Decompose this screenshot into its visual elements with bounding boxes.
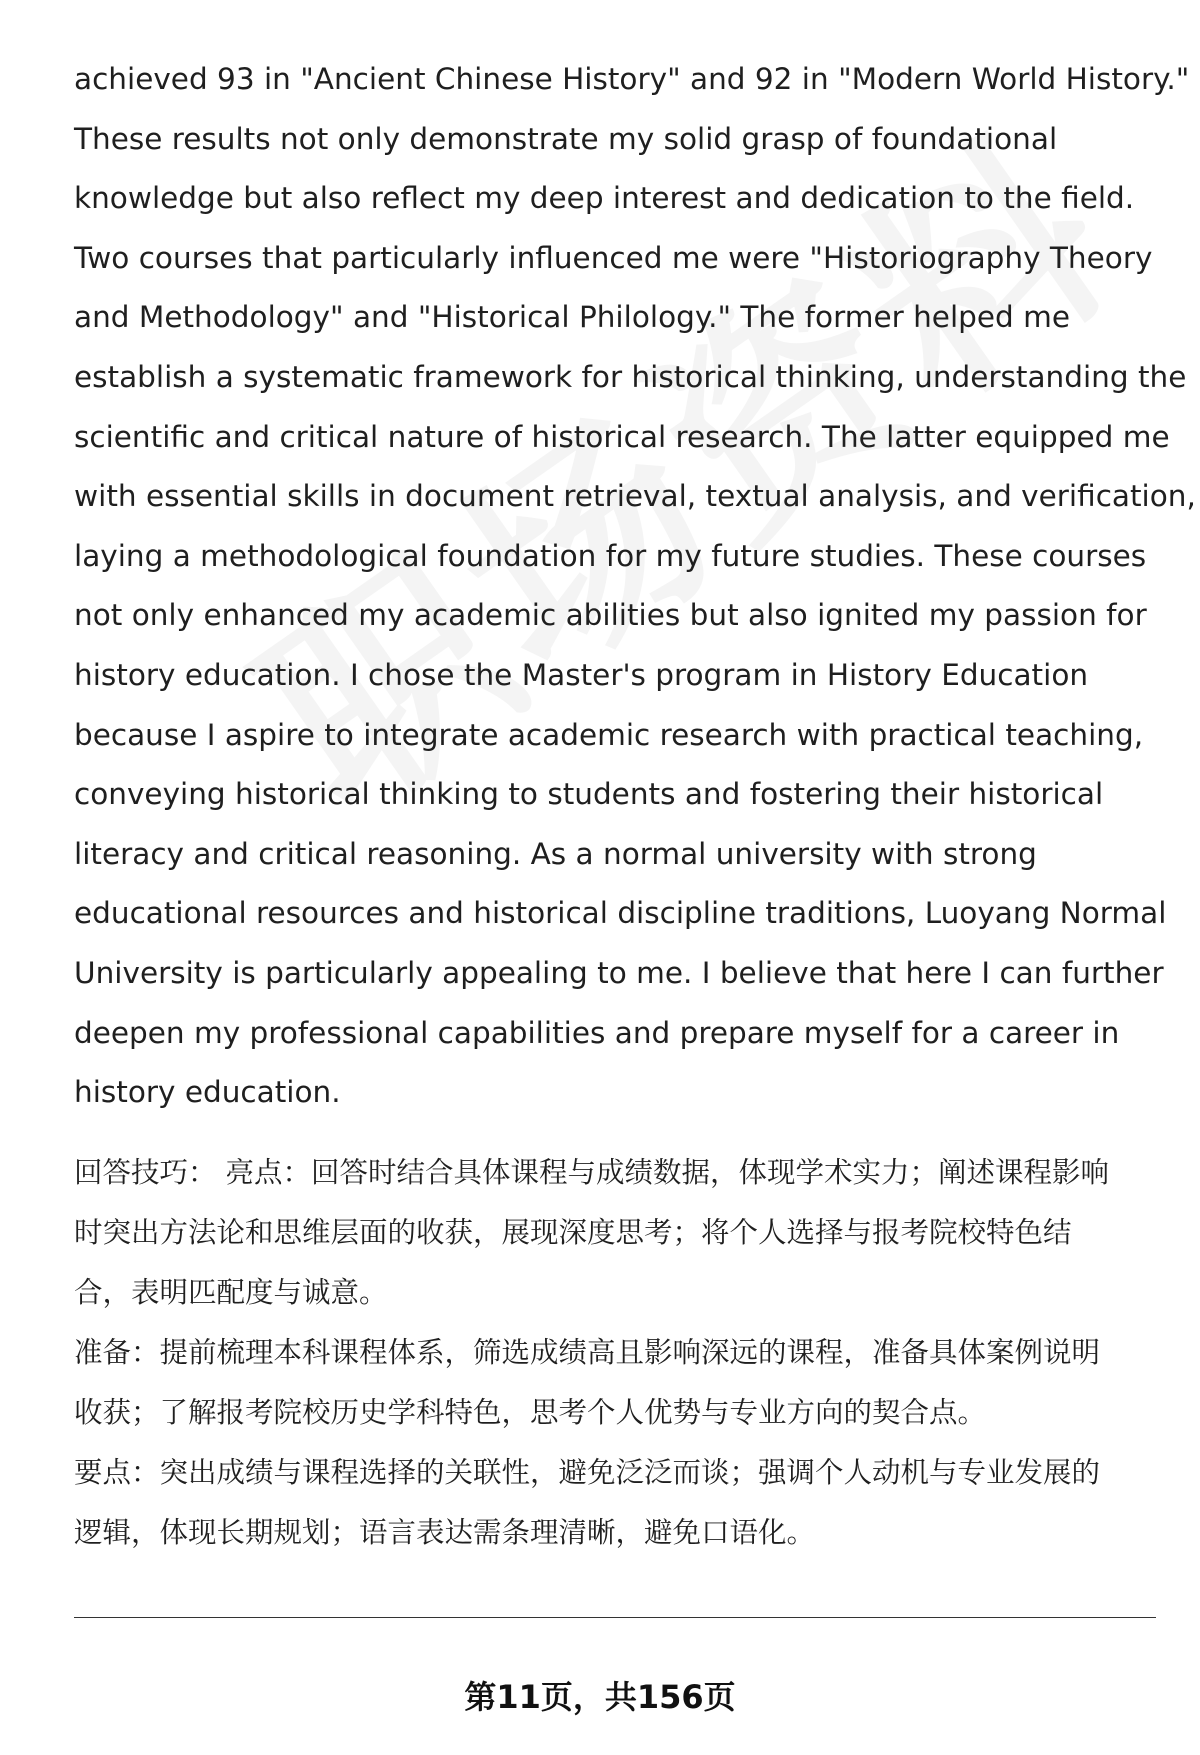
answer-tips-section [74, 1143, 1164, 1563]
paragraph-line: establish a systematic framework for historical thinking, understanding the [74, 359, 1187, 394]
paragraph-line: literacy and critical reasoning. As a normal university with strong [74, 836, 1037, 871]
paragraph-line: laying a methodological foundation for my future studies. These courses [74, 538, 1147, 573]
tips-line: 合，表明匹配度与诚意。 [74, 1276, 388, 1309]
paragraph-line: deepen my professional capabilities and prepare myself for a career in [74, 1015, 1120, 1050]
paragraph-line: achieved 93 in "Ancient Chinese History" and 92 in "Modern World History." [74, 62, 1190, 96]
tips-line: 收获；了解报考院校历史学科特色，思考个人优势与专业方向的契合点。 [74, 1396, 987, 1429]
page-number: 第11页，共156页 [464, 1678, 736, 1716]
tips-line: 准备：提前梳理本科课程体系，筛选成绩高且影响深远的课程，准备具体案例说明 [74, 1336, 1101, 1369]
tips-line: 要点：突出成绩与课程选择的关联性，避免泛泛而谈；强调个人动机与专业发展的 [74, 1456, 1101, 1489]
paragraph-line: history education. I chose the Master's program in History Education [74, 657, 1089, 692]
paragraph-line: history education. [74, 1075, 341, 1110]
paragraph-line: educational resources and historical discipline traditions, Luoyang Normal [74, 896, 1167, 931]
paragraph-line: and Methodology" and "Historical Philology." The former helped me [74, 300, 1070, 335]
paragraph-line: not only enhanced my academic abilities but also ignited my passion for [74, 598, 1147, 633]
answer-paragraph [74, 50, 1196, 1123]
paragraph-line: conveying historical thinking to students and fostering their historical [74, 777, 1104, 812]
paragraph-line: with essential skills in document retrieval, textual analysis, and verification, [74, 479, 1196, 514]
paragraph-line: knowledge but also reflect my deep interest and dedication to the field. [74, 181, 1135, 216]
paragraph-line: because I aspire to integrate academic research with practical teaching, [74, 717, 1144, 752]
tips-line: 逻辑，体现长期规划；语言表达需条理清晰，避免口语化。 [74, 1516, 816, 1549]
tips-line: 回答技巧： 亮点：回答时结合具体课程与成绩数据，体现学术实力；阐述课程影响 [74, 1156, 1110, 1189]
paragraph-line: University is particularly appealing to me. I believe that here I can further [74, 955, 1164, 990]
paragraph-line: scientific and critical nature of historical research. The latter equipped me [74, 419, 1170, 454]
paragraph-line: These results not only demonstrate my solid grasp of foundational [74, 121, 1058, 156]
tips-line: 时突出方法论和思维层面的收获，展现深度思考；将个人选择与报考院校特色结 [74, 1216, 1072, 1249]
footer-divider [74, 1617, 1156, 1618]
paragraph-line: Two courses that particularly influenced me were "Historiography Theory [74, 240, 1153, 275]
